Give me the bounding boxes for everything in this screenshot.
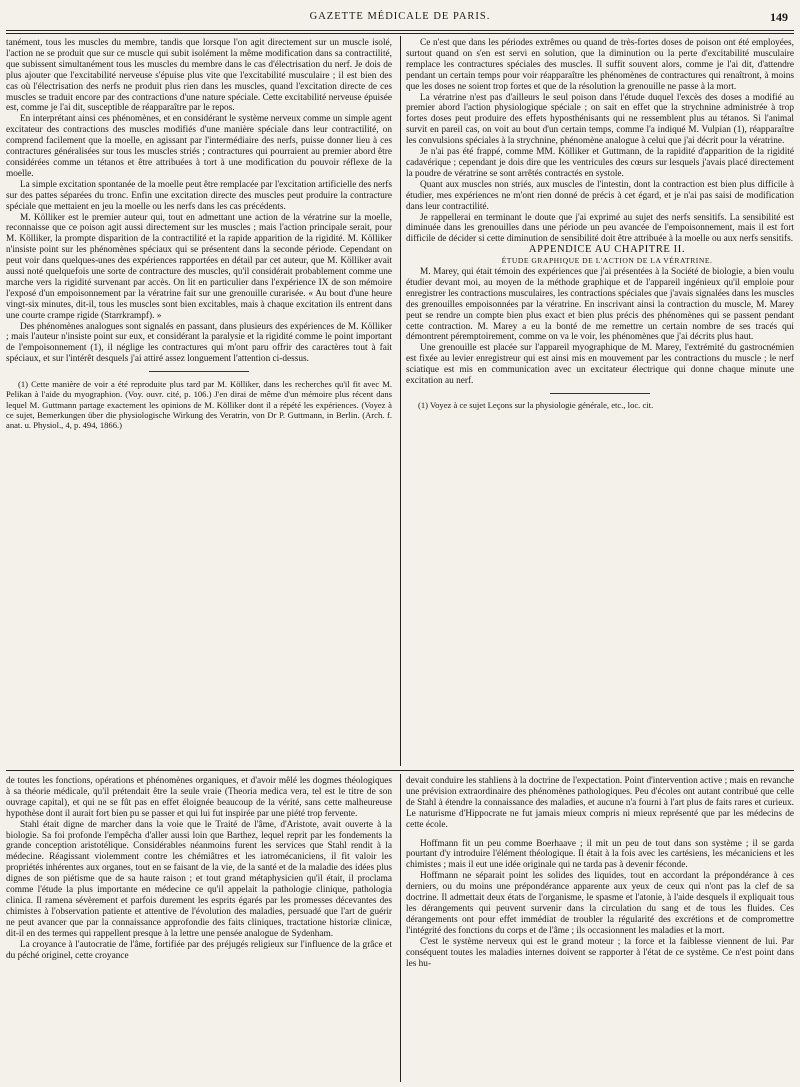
footnote-text: (1) Voyez à ce sujet Leçons sur la physiologie générale, etc., loc. cit. xyxy=(418,400,654,410)
paragraph: Une grenouille est placée sur l'appareil myographique de M. Marey, l'extrémité du gastrocnémien est fixée au levier enregistreur qui est ainsi mis en mouvement par les contractions du muscle ; le nerf sciatique est mis en communication avec un excitateur électrique qui donne chaque minute une excitation au nerf. xyxy=(406,343,794,387)
paragraph: Stahl était digne de marcher dans la voie que le Traité de l'âme, d'Aristote, avait ouverte à la biologie. Sa foi profonde l'empêcha d'aller aussi loin que Barthez, lequel reprit par les fondements la grande conception aristotélique. Considérables néanmoins furent les services que Stahl rendit à la médecine. Réagissant violemment contre les chémiâtres et les iatromécaniciens, il fit valoir les propriétés inhérentes aux organes, tout en se faisant de la vie, de la santé et de la maladie des idées plus dignes de son piétisme que de sa haute raison ; et tout grand métaphysicien qu'il était, il proclama comme l'étude la plus importante en médecine ce qu'il appelait la pathologie clinique, pathologia clinica. Il ramena sévèrement et parfois durement les esprits égarés par les promesses décevantes des chimistes à l'observation patiente et attentive de l'évolution des maladies, persuadé que l'art de guérir ne peut avancer que par la connaissance approfondie des faits cliniques, tractatione historiæ clinicæ, dit-il en des termes qui rappellent presque à la lettre une pensée analogue de Sydenham. xyxy=(6,819,392,939)
appendix-heading: APPENDICE AU CHAPITRE II. xyxy=(528,244,686,256)
paragraph: Quant aux muscles non striés, aux muscles de l'intestin, dont la contraction est bien plus difficile à étudier, mes expériences ne m'ont rien donné de précis à cet égard, et je n'ai pas saisi de modification dans leur contractilité. xyxy=(406,179,794,212)
section-divider-rule xyxy=(6,770,794,771)
footnote xyxy=(406,400,794,410)
header-rule xyxy=(6,30,794,31)
top-column-divider xyxy=(400,36,401,766)
paragraph: Je rappellerai en terminant le doute que j'ai exprimé au sujet des nerfs sensitifs. La sensibilité est diminuée dans les grenouilles dans une période un peu avancée de l'empoisonnement, mais il est fort difficile de décider si cette diminution de sensibilité doit être attribuée à la moelle ou aux nerfs sensitifs. xyxy=(406,212,794,245)
paragraph: Des phénomènes analogues sont signalés en passant, dans plusieurs des expériences de M. Kölliker ; mais l'auteur n'insiste point sur eux, et considérant la paralysie et la rigidité comme le point important de l'empoisonnement (1), il néglige les contractures qui m'ont paru offrir des caractères tout à fait spéciaux, et sur l'intérêt desquels j'ai attiré assez longuement l'attention ci-dessus. xyxy=(6,321,392,365)
paragraph: La simple excitation spontanée de la moelle peut être remplacée par l'excitation artificielle des nerfs sur des pattes séparées du tronc. Enfin une excitation directe des muscles peut produire la contracture spéciale que mettaient en jeu la moelle ou les nerfs dans les cas précédents. xyxy=(6,179,392,212)
footnote-rule xyxy=(550,393,650,394)
paragraph: Hoffmann fit un peu comme Boerhaave ; il mit un peu de tout dans son système ; il se garda pourtant d'y introduire l'élément théologique. Il était à la fois avec les cartésiens, les mécaniciens et les chimistes ; mais il eut une idée originale qui ne tarda pas à devenir féconde. xyxy=(406,838,794,871)
bottom-right-column xyxy=(406,776,794,1082)
page-number: 149 xyxy=(770,10,788,24)
paragraph: M. Marey, qui était témoin des expériences que j'ai présentées à la Société de biologie, a bien voulu étudier devant moi, au moyen de la méthode graphique et de l'appareil ingénieux qu'il emploie pour enregistrer les contractions musculaires, les contractions spéciales que j'avais signalées dans les muscles des grenouilles empoisonnées par la vératrine. En inscrivant ainsi la contraction du muscle, M. Marey peut se rendre un compte bien plus exact et bien plus précis des phénomènes qui se passent pendant cette contraction. M. Marey a eu la bonté de me remettre un certain nombre de ses tracés qui démontrent péremptoirement, comme on va le voir, les phénomènes que j'ai décrits plus haut. xyxy=(406,267,794,343)
bottom-left-column xyxy=(6,776,392,1082)
top-left-column xyxy=(6,38,392,762)
footnote-text: (1) Cette manière de voir a été reproduite plus tard par M. Kölliker, dans les recherches qu'il fit avec M. Pelikan à l'aide du myographion. (Voy. ouvr. cité, p. 106.) J'en dirai de même d'un mémoire plus récent dans lequel M. Guttmann partage exactement les opinions de M. Kölliker dont il a répété les expériences. (Voyez à ce sujet, Bemerkungen über die physiologische Wirkung des Veratrin, von Dr P. Guttmann, in Berlin. (Arch. f. anat. u. Physiol., 4, p. 494, 1866.) xyxy=(6,379,392,430)
paragraph: M. Kölliker est le premier auteur qui, tout en admettant une action de la vératrine sur la moelle, reconnaisse que ce poison agit aussi directement sur les muscles ; mais l'action principale serait, pour M. Kölliker, la prompte disparition de la contractilité et la rapide apparition de la rigidité. M. Kölliker n'insiste point sur les phénomènes spéciaux qui se présentent dans la seconde période. Cependant on peut voir dans quelques-unes des expériences rapportées en détail par cet auteur, que M. Kölliker avait aussi noté quelquefois une sorte de contracture des muscles, qu'il considérait probablement comme une marche vers la rigidité survenant par accès. On lit en particulier dans l'expérience IX de son mémoire l'exposé d'un empoisonnement par la vératrine fait sur une grenouille curarisée. « Au bout d'une heure vingt-six minutes, dit-il, tous les muscles sont bien excitables, mais à chaque excitation ils entrent dans une courte crampe rigide (Starrkrampf). » xyxy=(6,212,392,321)
paragraph: de toutes les fonctions, opérations et phénomènes organiques, et d'avoir mêlé les dogmes théologiques à sa théorie médicale, qu'il prétendait être la seule vraie (Theoria medica vera, tel est le titre de son ouvrage capital), et qui ne se fût pas en effet éloignée beaucoup de la vérité, sans cette malheureuse hypothèse dont il aurait fort bien pu se passer et qui lui fut inspirée par une piété trop fervente. xyxy=(6,776,392,819)
appendix-subheading: ÉTUDE GRAPHIQUE DE L'ACTION DE LA VÉRATRINE. xyxy=(501,256,713,266)
paragraph: La croyance à l'autocratie de l'âme, fortifiée par des préjugés religieux sur l'influence de la grâce et du péché originel, cette croyance xyxy=(6,939,392,961)
paragraph: C'est le système nerveux qui est le grand moteur ; la force et la faiblesse viennent de lui. Par conséquent toutes les maladies internes doivent se rapporter à l'état de ce système. Ce n'est point dans les hu- xyxy=(406,936,794,969)
footnote xyxy=(6,379,392,430)
paragraph: Ce n'est que dans les périodes extrêmes ou quand de très-fortes doses de poison ont été employées, surtout quand on s'en est servi en solution, que la diminution ou la perte d'excitabilité musculaire remplace les contractures spéciales des muscles. Il suffit souvent alors, comme je l'ai dit, d'attendre pendant un certain temps pour voir réapparaître les phénomènes de contractures qui renaîtront, à moins que les doses ne soient trop fortes et que de la résolution la grenouille ne passe à la mort. xyxy=(406,38,794,92)
page-header xyxy=(6,10,794,24)
header-rule-thin xyxy=(6,33,794,34)
paragraph: Je n'ai pas été frappé, comme MM. Kölliker et Guttmann, de la rapidité d'apparition de la rigidité cadavérique ; cependant je dois dire que les ventricules des cœurs sur lesquels j'avais placé directement la poudre de vératrine se sont arrêtés contractés en systole. xyxy=(406,147,794,179)
bottom-column-divider xyxy=(400,774,401,1082)
journal-title: GAZETTE MÉDICALE DE PARIS. xyxy=(309,11,491,22)
top-right-column xyxy=(406,38,794,762)
paragraph: En interprétant ainsi ces phénomènes, et en considérant le système nerveux comme un simple agent excitateur des contractions des muscles modifiés d'une manière spéciale dans leur contractilité, on comprend facilement que la moelle, en agissant par l'intermédiaire des nerfs, puisse donner lieu à ces contractures généralisées sur tous les muscles striés ; contractures qui pourraient au premier abord être considérées comme un tétanos et être attribuées à tort à une modification du pouvoir réflexe de la moelle. xyxy=(6,114,392,179)
paragraph: tanément, tous les muscles du membre, tandis que lorsque l'on agit directement sur un muscle isolé, l'action ne se produit que sur ce muscle qui subit isolément la même modification dans sa contractilité, que subissent simultanément tous les muscles du membre dans le cas d'électrisation du nerf. Je dois de plus ajouter que l'excitabilité nerveuse s'épuise plus vite que l'excitabilité musculaire ; il est bien des cas où l'électrisation des nerfs ne produit plus rien dans les muscles, quand l'excitation directe de ces muscles se traduit encore par des contractions d'une nature spéciale. Cette excitabilité nerveuse épuisée est, comme je l'ai dit, susceptible de réapparaître par le repos. xyxy=(6,38,392,114)
paragraph: La vératrine n'est pas d'ailleurs le seul poison dans l'étude duquel l'excès des doses a modifié au premier abord l'action physiologique spéciale ; on sait en effet que la strychnine administrée à trop fortes doses peut produire des effets hyposthénisants qui ne ressemblent plus au tétanos. Si l'animal survit en pareil cas, on voit au bout d'un certain temps, comme l'a indiqué M. Vulpian (1), réapparaître les convulsions spéciales à la strychnine, phénomène analogue à celui que j'ai décrit pour la vératrine. xyxy=(406,92,794,147)
footnote-rule xyxy=(149,371,249,372)
paragraph: Hoffmann ne séparait point les solides des liquides, tout en accordant la prépondérance à ces derniers, ou du moins une prépondérance apparente aux yeux de ceux qui n'ont pas la clef de sa doctrine. Il admettait deux états de l'organisme, le spasme et l'atonie, à l'aide desquels il expliquait tous les dérangements qui peuvent survenir dans la circulation du sang et de tous les fluides. Ces dérangements ont pour effet immédiat de troubler la régularité des excrétions et de compromettre l'intégrité des fonctions du corps et de l'âme ; ils occasionnent les maladies et la mort. xyxy=(406,871,794,936)
paragraph: devait conduire les stahliens à la doctrine de l'expectation. Point d'intervention active ; mais en revanche une prévision extraordinaire des phénomènes pathologiques. Peu d'écoles ont autant contribué que celle de Stahl à étendre la connaissance des maladies, et aucune n'a fourni à l'art plus de faits rares et curieux. Le naturisme d'Hippocrate ne fut jamais mieux compris ni mieux représenté que par les médecins de cette école. xyxy=(406,776,794,830)
